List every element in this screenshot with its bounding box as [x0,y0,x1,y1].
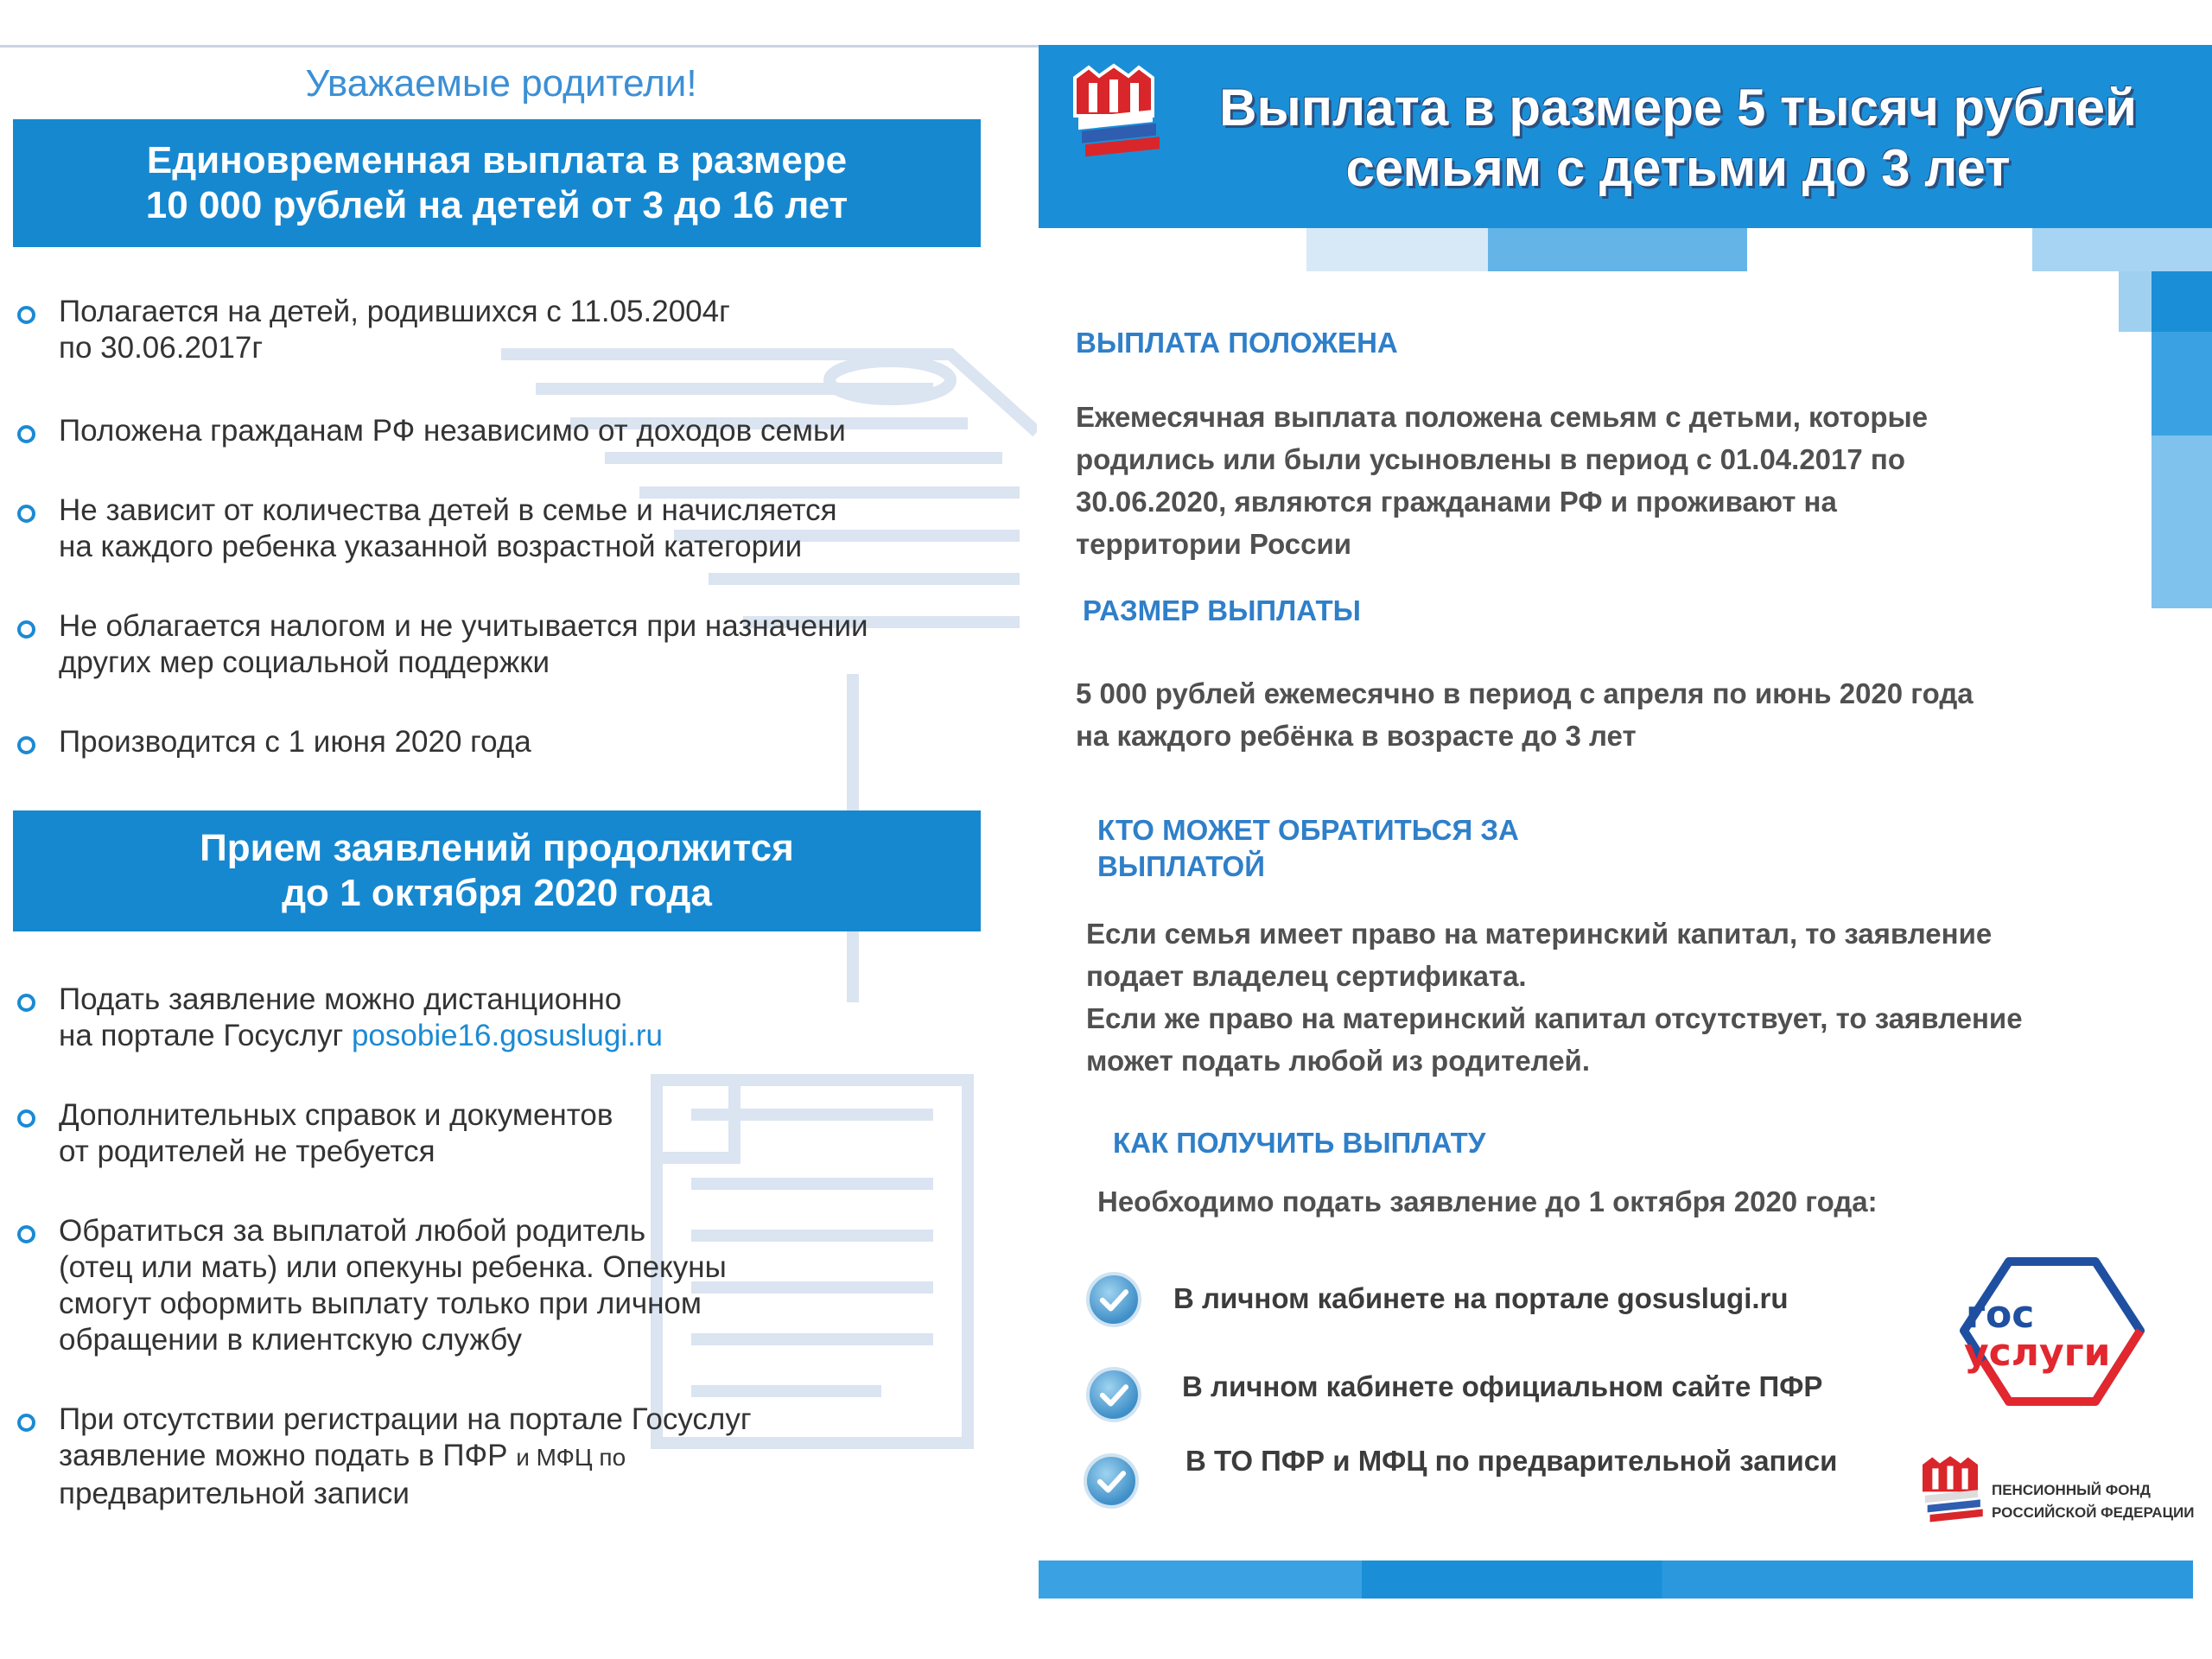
lump-sum-header [13,119,981,247]
deadline-header [13,810,981,931]
header-line: Единовременная выплата в размере [146,139,848,181]
check-icon [1084,1453,1139,1509]
bullet-icon [17,505,35,523]
pfr-name: ПЕНСИОННЫЙ ФОНД РОССИЙСКОЙ ФЕДЕРАЦИИ [1992,1482,2195,1521]
deco-bar [2152,332,2212,435]
section-title: РАЗМЕР ВЫПЛАТЫ [1083,594,1361,626]
list-item: Производится с 1 июня 2020 года [17,724,925,760]
list-item: Подать заявление можно дистанционно на портале Госуслуг posobie16.gosuslugi.ru [17,982,925,1054]
list-item: Положена гражданам РФ независимо от доходов семьи [17,413,925,449]
header-line: до 1 октября 2020 года [282,872,712,914]
bullet-icon [17,1225,35,1243]
list-item: При отсутствии регистрации на портале Госуслуг заявление можно подать в ПФР и МФЦ по предварительной записи [17,1402,925,1512]
section-title: ВЫПЛАТА ПОЛОЖЕНА [1076,327,1398,359]
bullet-icon [17,620,35,639]
section-text: Ежемесячная выплата положена семьям с детьми, которые родились или были усыновлены в период с 01.04.2017 по 30.06.2020, являются гражданами РФ и проживают на территории России [1076,401,1929,560]
banner-title: Выплата в размере 5 тысяч рублей семьям с детьми до 3 лет [1219,79,2137,197]
bullet-icon [17,994,35,1012]
list-item: Не облагается налогом и не учитывается при назначении других мер социальной поддержки [17,608,925,681]
bottom-bar [1039,1560,2193,1599]
payment-banner [1039,45,2212,271]
section-title: КАК ПОЛУЧИТЬ ВЫПЛАТУ [1113,1127,1486,1159]
list-item: Не зависит от количества детей в семье и начисляется на каждого ребенка указанной возрастной категории [17,493,925,565]
section-text: Если семья имеет право на материнский капитал, то заявление подает владелец сертификата. Если же право на материнский капитал отсутствует, то заявление может подать любой из родителей. [1086,918,2023,1077]
header-line: Прием заявлений продолжится [200,827,794,869]
gos-logo-text: гос [1966,1293,2035,1337]
posobie-link[interactable]: posobie16.gosuslugi.ru [351,1019,663,1052]
top-divider [0,45,1046,48]
gosuslugi-logo [1957,1253,2147,1408]
bullet-icon [17,425,35,443]
option-text: В личном кабинете на портале gosuslugi.ru [1173,1282,1789,1314]
bullet-icon [17,1414,35,1432]
greeting: Уважаемые родители! [305,62,697,105]
bullet-icon [17,736,35,754]
deco-bar [2152,271,2212,332]
section-text: 5 000 рублей ежемесячно в период с апреля по июнь 2020 года на каждого ребёнка в возрасте до 3 лет [1076,677,1974,752]
gos-logo-text: услуги [1964,1331,2111,1375]
option-text: В ТО ПФР и МФЦ по предварительной записи [1185,1445,1838,1477]
deco-bar [2119,271,2152,332]
list-item: Обратиться за выплатой любой родитель (отец или мать) или опекуны ребенка. Опекуны смогут оформить выплату только при личном обращении в клиентскую службу [17,1213,925,1358]
list-item: Дополнительных справок и документов от родителей не требуется [17,1097,925,1170]
bullet-icon [17,1109,35,1128]
header-line: 10 000 рублей на детей от 3 до 16 лет [145,184,849,226]
bullet-icon [17,306,35,324]
check-icon [1086,1367,1141,1422]
section-text: Необходимо подать заявление до 1 октября 2020 года: [1097,1185,1878,1217]
option-text: В личном кабинете официальном сайте ПФР [1182,1370,1823,1402]
list-item: Полагается на детей, родившихся с 11.05.2004г по 30.06.2017г [17,294,925,366]
section-title: КТО МОЖЕТ ОБРАТИТЬСЯ ЗА ВЫПЛАТОЙ [1097,814,1519,882]
pfr-small-emblem-icon [1914,1452,1986,1529]
deco-bar [2152,435,2212,608]
check-icon [1086,1272,1141,1327]
pfr-emblem-icon [1063,60,1165,168]
